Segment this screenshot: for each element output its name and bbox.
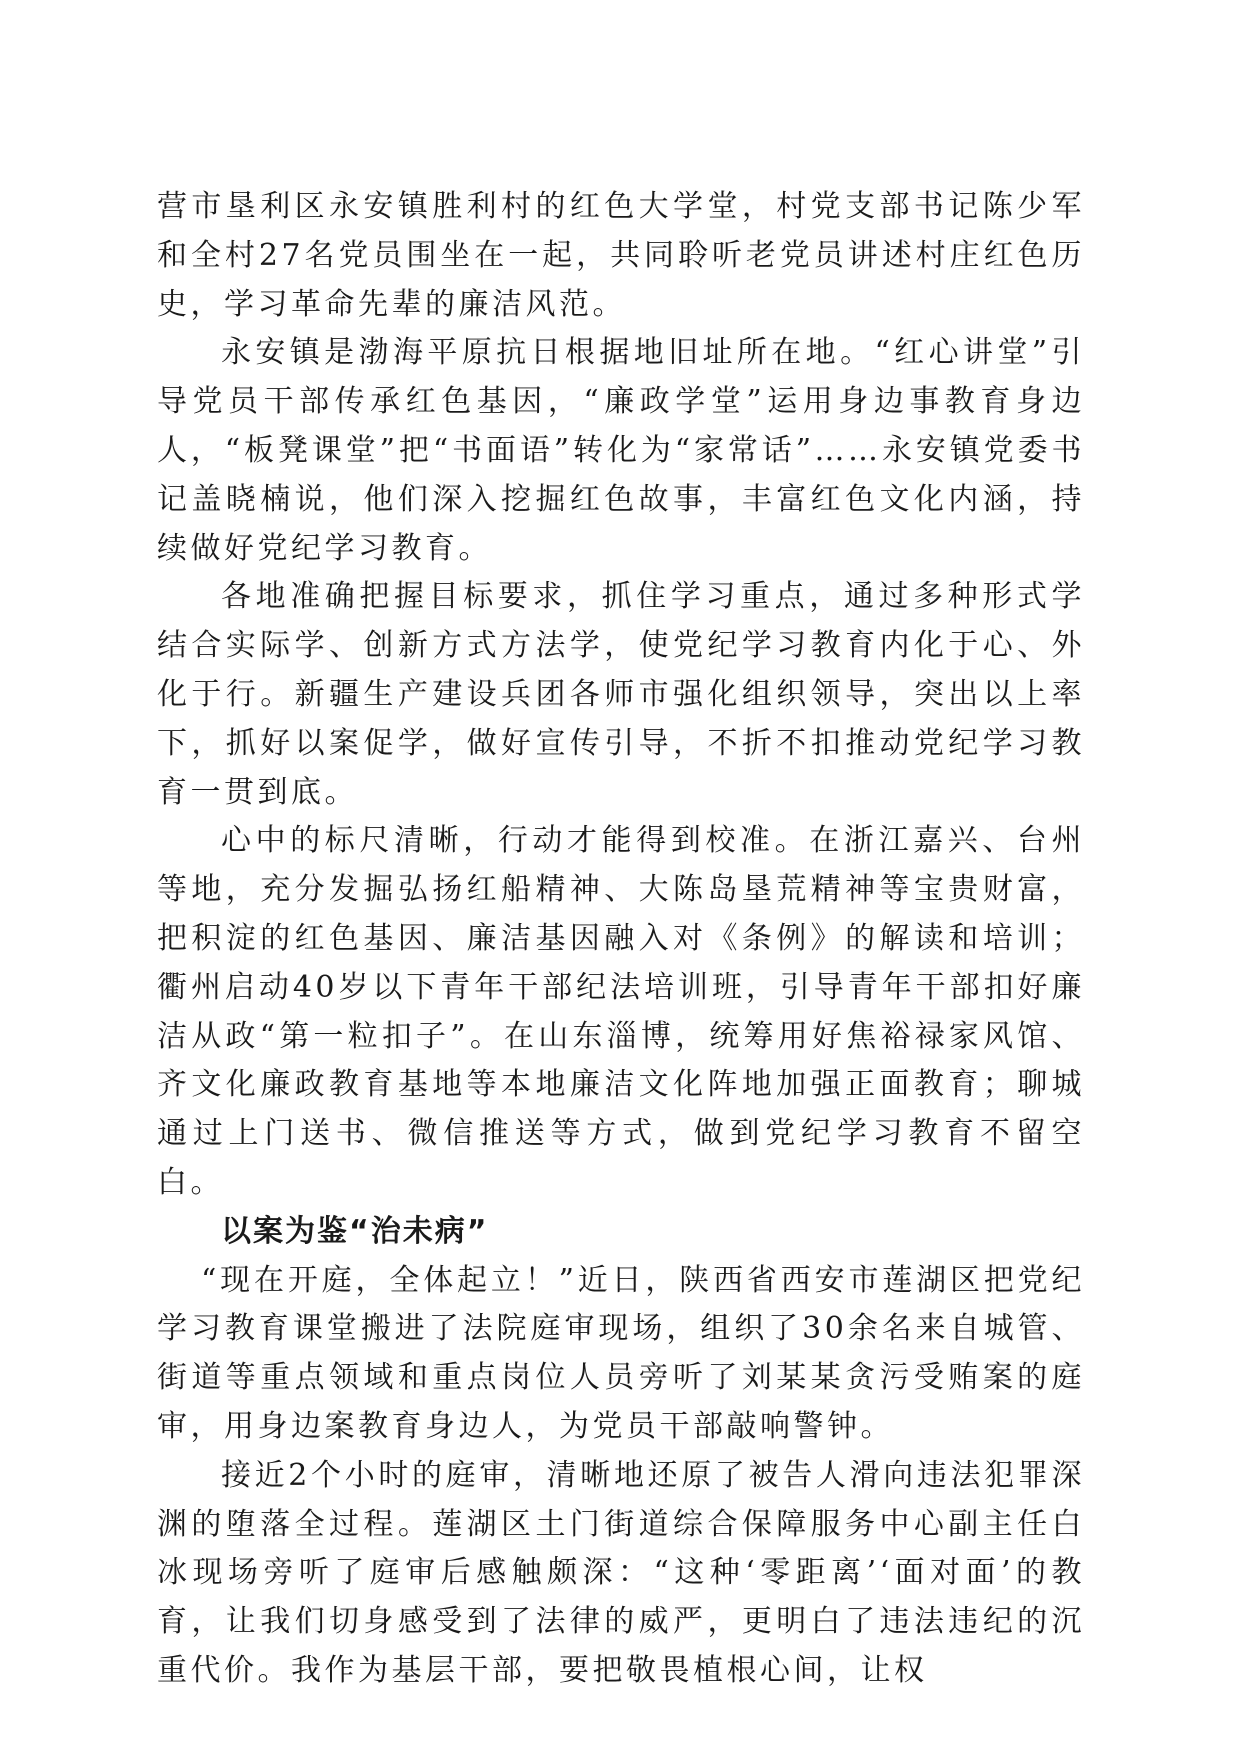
paragraph-6: 接近2个小时的庭审，清晰地还原了被告人滑向违法犯罪深渊的堕落全过程。莲湖区土门街道综合保障服务中心副主任白冰现场旁听了庭审后感触颇深：“这种‘零距离’‘面对面’的教育，让我们切身感受到了法律的威严，更明白了违法违纪的沉重代价。我作为基层干部，要把敬畏植根心间，让权 [157,1457,1085,1688]
paragraph-4: 心中的标尺清晰，行动才能得到校准。在浙江嘉兴、台州等地，充分发掘弘扬红船精神、大陈岛垦荒精神等宝贵财富，把积淀的红色基因、廉洁基因融入对《条例》的解读和培训；衢州启动40岁以下青年干部纪法培训班，引导青年干部扣好廉洁从政“第一粒扣子”。在山东淄博，统筹用好焦裕禄家风馆、齐文化廉政教育基地等本地廉洁文化阵地加强正面教育；聊城通过上门送书、微信推送等方式，做到党纪学习教育不留空白。 [157,823,1085,1200]
paragraph-2: 永安镇是渤海平原抗日根据地旧址所在地。“红心讲堂”引导党员干部传承红色基因，“廉政学堂”运用身边事教育身边人，“板凳课堂”把“书面语”转化为“家常话”……永安镇党委书记盖晓楠说，他们深入挖掘红色故事，丰富红色文化内涵，持续做好党纪学习教育。 [157,335,1085,566]
paragraph-1: 营市垦利区永安镇胜利村的红色大学堂，村党支部书记陈少军和全村27名党员围坐在一起，共同聆听老党员讲述村庄红色历史，学习革命先辈的廉洁风范。 [157,189,1085,322]
document-body [157,183,1085,1696]
section-heading: 以案为鉴“治未病” [221,1213,489,1249]
paragraph-5: “现在开庭，全体起立！”近日，陕西省西安市莲湖区把党纪学习教育课堂搬进了法院庭审现场，组织了30余名来自城管、街道等重点领域和重点岗位人员旁听了刘某某贪污受贿案的庭审，用身边案教育身边人，为党员干部敲响警钟。 [157,1262,1085,1444]
paragraph-3: 各地准确把握目标要求，抓住学习重点，通过多种形式学结合实际学、创新方式方法学，使党纪学习教育内化于心、外化于行。新疆生产建设兵团各师市强化组织领导，突出以上率下，抓好以案促学，做好宣传引导，不折不扣推动党纪学习教育一贯到底。 [157,579,1085,810]
